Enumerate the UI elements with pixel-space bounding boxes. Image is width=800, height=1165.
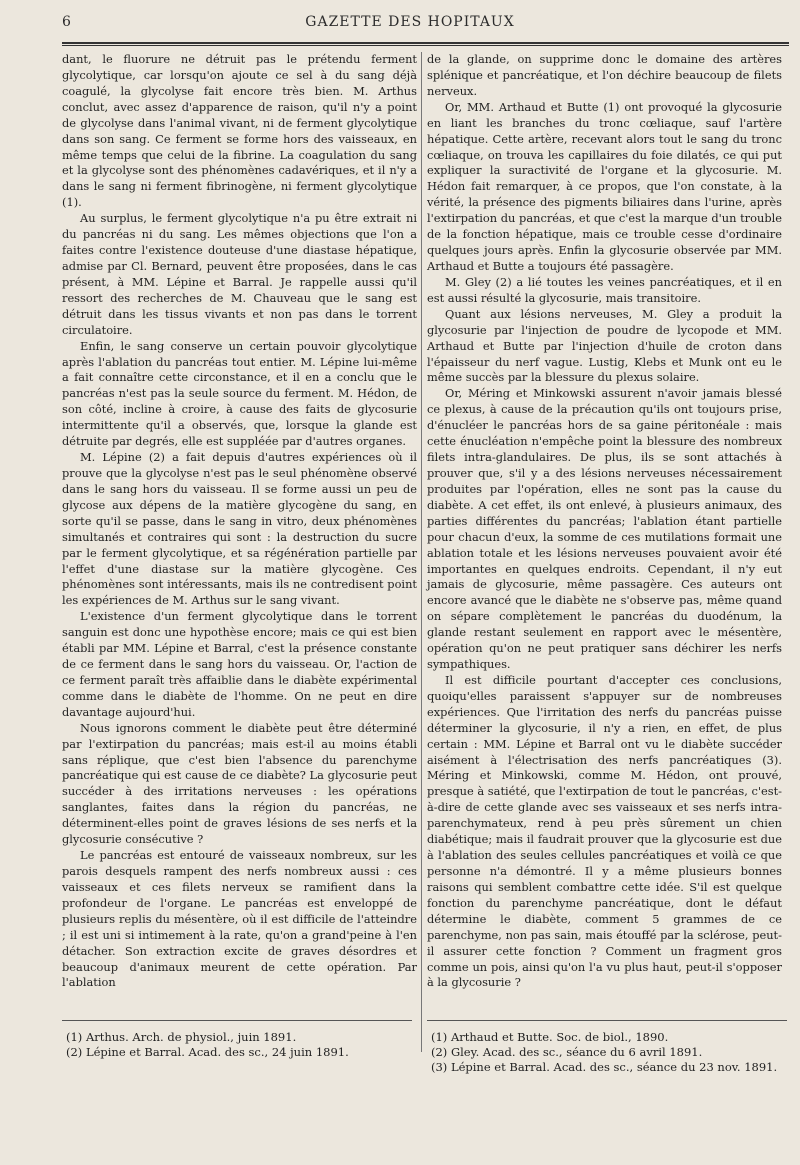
paragraph: dant, le fluorure ne détruit pas le prétendu ferment glycolytique, car lorsqu'on ajoute ce sel à du sang déjà coagulé, la glycolyse fait encore très bien. M. Arthus conclut, avec assez d'apparence de raison, qu'il n'y a point de glycolyse dans l'animal vivant, ni de ferment glycolytique dans son sang. Ce ferment se forme hors des vaisseaux, en même temps que celui de la fibrine. La coagulation du sang et la glycolyse sont des phénomènes cadavériques, et il n'y a dans le sang ni ferment fibrinogène, ni ferment glycolytique (1). <box>62 52 417 210</box>
footnote-rule <box>62 1020 412 1021</box>
running-title: GAZETTE DES HOPITAUX <box>305 14 515 30</box>
paragraph: Au surplus, le ferment glycolytique n'a pu être extrait ni du pancréas ni du sang. Les mêmes objections que l'on a faites contre l'existence douteuse d'une diastase hépatique, admise par Cl. Bernard, peuvent être proposées, dans le cas présent, à MM. Lépine et Barral. Je rappelle aussi qu'il ressort des recherches de M. Chauveau que le sang est détruit dans les tissus vivants et non pas dans le torrent circulatoire. <box>62 211 417 337</box>
page-number: 6 <box>62 14 71 30</box>
paragraph: de la glande, on supprime donc le domaine des artères splénique et pancréatique, et l'on déchire beaucoup de filets nerveux. <box>427 52 782 98</box>
footnote: (1) Arthus. Arch. de physiol., juin 1891. <box>66 1030 297 1044</box>
paragraph: Or, MM. Arthaud et Butte (1) ont provoqué la glycosurie en liant les branches du tronc cœliaque, sauf l'artère hépatique. Cette artère, recevant alors tout le sang du tronc cœliaque, on trouva les capillaires du foie dilatés, ce qui put expliquer la suractivité de l'organe et la glycosurie. M. Hédon fait remarquer, à ce propos, que l'on constate, à la vérité, la présence des pigments biliaires dans l'urine, après l'extirpation du pancréas, et que c'est la marque d'un trouble de la fonction hépatique, mais ce trouble cesse d'ordinaire quelques jours après. Enfin la glycosurie observée par MM. Arthaud et Butte a toujours été passagère. <box>427 99 782 273</box>
paragraph: Il est difficile pourtant d'accepter ces conclusions, quoiqu'elles paraissent s'appuyer sur de nombreuses expériences. Que l'irritation des nerfs du pancréas puisse déterminer la glycosurie, il n'y a rien, en effet, de plus certain : MM. Lépine et Barral ont vu le diabète succéder aisément à l'électrisation des nerfs pancréatiques (3). Méring et Minkowski, comme M. Hédon, ont prouvé, presque à satiété, que l'extirpation de tout le pancréas, c'est-à-dire de cette glande avec ses vaisseaux et ses nerfs intra-parenchymateux, rend à peu près sûrement un chien diabétique; mais il faudrait prouver que la glycosurie est due à l'ablation des seules cellules pancréatiques et voilà ce que personne n'a démontré. Il y a même plusieurs bonnes raisons qui semblent combattre cette idée. S'il est quelque fonction du parenchyme pancréatique, dont le défaut détermine le diabète, comment 5 grammes de ce parenchyme, non pas sain, mais étouffé par la sclérose, peut-il assurer cette fonction ? Comment un fragment gros comme un pois, ainsi qu'on l'a vu plus haut, peut-il s'opposer à la glycosurie ? <box>427 672 782 990</box>
paragraph: Le pancréas est entouré de vaisseaux nombreux, sur les parois desquels rampent des nerfs nombreux aussi : ces vaisseaux et ces filets nerveux se ramifient dans la profondeur de l'organe. Le pancréas est enveloppé de plusieurs replis du mésentère, où il est difficile de l'atteindre ; il est uni si intimement à la rate, qu'on a grand'peine à l'en détacher. Son extraction excite de graves désordres et beaucoup d'animaux meurent de cette opération. Par l'ablation <box>62 848 417 990</box>
paragraph: M. Gley (2) a lié toutes les veines pancréatiques, et il en est aussi résulté la glycosurie, mais transitoire. <box>427 274 782 305</box>
footnote: (3) Lépine et Barral. Acad. des sc., séance du 23 nov. 1891. <box>431 1060 778 1074</box>
page-header <box>40 14 780 38</box>
footnote: (1) Arthaud et Butte. Soc. de biol., 1890. <box>431 1030 669 1044</box>
paragraph: Quant aux lésions nerveuses, M. Gley a produit la glycosurie par l'injection de poudre de lycopode et MM. Arthaud et Butte par l'injection d'huile de croton dans l'épaisseur du nerf vague. Lustig, Klebs et Munk ont eu le même succès par la blessure du plexus solaire. <box>427 306 782 385</box>
footnote: (2) Gley. Acad. des sc., séance du 6 avril 1891. <box>431 1045 703 1059</box>
header-rule <box>62 42 789 44</box>
paragraph: Nous ignorons comment le diabète peut être déterminé par l'extirpation du pancréas; mais est-il au moins établi sans réplique, que c'est bien l'absence du parenchyme pancréatique qui est cause de ce diabète? La glycosurie peut succéder à des irritations nerveuses : les opérations sanglantes, faites dans la région du pancréas, ne déterminent-elles point de graves lésions de ses nerfs et la glycosurie consécutive ? <box>62 720 417 847</box>
footnote: (2) Lépine et Barral. Acad. des sc., 24 juin 1891. <box>66 1045 349 1059</box>
footnote-rule <box>427 1020 787 1021</box>
paragraph: Enfin, le sang conserve un certain pouvoir glycolytique après l'ablation du pancréas tout entier. M. Lépine lui-même a fait connaître cette circonstance, et il en a conclu que le pancréas n'est pas la seule source du ferment. M. Hédon, de son côté, incline à croire, à cause des faits de glycosurie intermittente qu'il a observés, que, lorsque la glande est détruite par degrés, elle est suppléée par d'autres organes. <box>62 338 417 449</box>
footnotes-left <box>66 1030 416 1060</box>
paragraph: Or, Méring et Minkowski assurent n'avoir jamais blessé ce plexus, à cause de la précaution qu'ils ont toujours prise, d'énucléer le pancréas hors de sa gaine péritonéale : mais cette énucléation n'empêche point la blessure des nombreux filets intra-glandulaires. De plus, ils se sont attachés à prouver que, s'il y a des lésions nerveuses nécessairement produites par l'opération, elles ne sont pas la cause du diabète. A cet effet, ils ont enlevé, à plusieurs animaux, des parties différentes du pancréas; l'ablation étant partielle pour chacun d'eux, la somme de ces mutilations formait une ablation totale et les lésions nerveuses pouvaient avoir été importantes en quelques endroits. Cependant, il n'y eut jamais de glycosurie, même passagère. Ces auteurs ont encore avancé que le diabète ne s'observe pas, même quand on sépare complètement le pancréas du duodénum, la glande restant seulement en rapport avec le mésentère, opération qu'on ne peut pratiquer sans déchirer les nerfs sympathiques. <box>427 386 782 672</box>
paragraph: M. Lépine (2) a fait depuis d'autres expériences où il prouve que la glycolyse n'est pas le seul phénomène observé dans le sang hors du vaisseau. Il se forme aussi un peu de glycose aux dépens de la matière glycogène du sang, en sorte qu'il se passe, dans le sang in vitro, deux phénomènes simultanés et contraires qui sont : la destruction du sucre par le ferment glycolytique, et sa régénération partielle par l'effet d'une diastase sur la matière glycogène. Ces phénomènes sont intéressants, mais ils ne contredisent point les expériences de M. Arthus sur le sang vivant. <box>62 450 417 608</box>
right-column <box>427 52 782 991</box>
column-divider <box>421 52 422 1052</box>
left-column <box>62 52 417 991</box>
header-rule-thin <box>62 45 789 46</box>
paragraph: L'existence d'un ferment glycolytique dans le torrent sanguin est donc une hypothèse encore; mais ce qui est bien établi par MM. Lépine et Barral, c'est la présence constante de ce ferment dans le sang hors du vaisseau. Or, l'action de ce ferment paraît très affaiblie dans le diabète expérimental comme dans le diabète de l'homme. On ne peut en dire davantage aujourd'hui. <box>62 609 417 719</box>
footnotes-right <box>431 1030 791 1075</box>
